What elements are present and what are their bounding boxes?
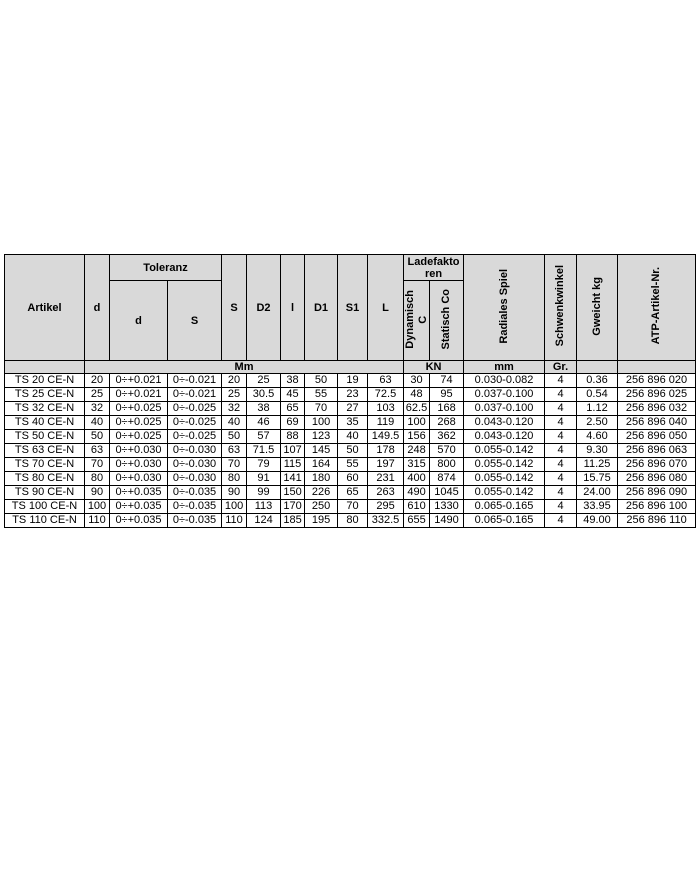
cell-tol-s: 0÷-0.035	[168, 500, 222, 514]
cell-l-small: 65	[281, 402, 305, 416]
table-row	[5, 472, 696, 486]
cell-d: 100	[85, 500, 110, 514]
cell-s: 63	[222, 444, 247, 458]
cell-artikel: TS 90 CE-N	[5, 486, 85, 500]
cell-sta: 1045	[430, 486, 464, 500]
cell-l-small: 141	[281, 472, 305, 486]
header-ladefaktoren-line2: ren	[424, 267, 443, 280]
cell-artikel: TS 25 CE-N	[5, 388, 85, 402]
cell-rad: 0.037-0.100	[464, 388, 545, 402]
table-row	[5, 388, 696, 402]
cell-s1: 65	[338, 486, 368, 500]
cell-l: 231	[368, 472, 404, 486]
cell-kg: 49.00	[577, 514, 618, 528]
cell-atp: 256 896 110	[618, 514, 696, 528]
unit-mm-group: Mm	[85, 361, 404, 374]
cell-d1: 55	[305, 388, 338, 402]
cell-d1: 226	[305, 486, 338, 500]
cell-tol-d: 0÷+0.021	[110, 388, 168, 402]
header-gewicht: Gweicht kg	[577, 255, 618, 361]
cell-d2: 124	[247, 514, 281, 528]
cell-s1: 35	[338, 416, 368, 430]
cell-atp: 256 896 025	[618, 388, 696, 402]
cell-gr: 4	[545, 388, 577, 402]
cell-s: 25	[222, 388, 247, 402]
cell-sta: 95	[430, 388, 464, 402]
cell-kg: 0.36	[577, 374, 618, 388]
header-toleranz: Toleranz	[110, 255, 222, 281]
cell-dyn: 655	[404, 514, 430, 528]
header-ladefaktoren-line1: Ladefakto	[407, 255, 460, 268]
cell-d1: 70	[305, 402, 338, 416]
spec-table	[4, 254, 696, 528]
cell-l: 332.5	[368, 514, 404, 528]
cell-tol-d: 0÷+0.025	[110, 430, 168, 444]
cell-kg: 15.75	[577, 472, 618, 486]
cell-rad: 0.055-0.142	[464, 472, 545, 486]
table-row	[5, 430, 696, 444]
cell-l: 295	[368, 500, 404, 514]
header-dynamisch-line2: C	[417, 315, 430, 323]
cell-s: 32	[222, 402, 247, 416]
cell-atp: 256 896 070	[618, 458, 696, 472]
cell-tol-s: 0÷-0.030	[168, 458, 222, 472]
table-row	[5, 374, 696, 388]
cell-dyn: 315	[404, 458, 430, 472]
cell-dyn: 30	[404, 374, 430, 388]
cell-gr: 4	[545, 430, 577, 444]
cell-artikel: TS 20 CE-N	[5, 374, 85, 388]
cell-tol-d: 0÷+0.025	[110, 416, 168, 430]
cell-d: 32	[85, 402, 110, 416]
cell-d1: 195	[305, 514, 338, 528]
cell-rad: 0.055-0.142	[464, 458, 545, 472]
cell-dyn: 248	[404, 444, 430, 458]
cell-d1: 164	[305, 458, 338, 472]
cell-tol-d: 0÷+0.035	[110, 500, 168, 514]
cell-d2: 113	[247, 500, 281, 514]
cell-l-small: 45	[281, 388, 305, 402]
cell-kg: 24.00	[577, 486, 618, 500]
cell-d2: 71.5	[247, 444, 281, 458]
header-s1: S1	[338, 255, 368, 361]
header-d2: D2	[247, 255, 281, 361]
cell-tol-s: 0÷-0.021	[168, 388, 222, 402]
cell-artikel: TS 40 CE-N	[5, 416, 85, 430]
header-d: d	[85, 255, 110, 361]
cell-s1: 70	[338, 500, 368, 514]
cell-s: 80	[222, 472, 247, 486]
cell-d2: 30.5	[247, 388, 281, 402]
cell-d2: 57	[247, 430, 281, 444]
cell-s1: 80	[338, 514, 368, 528]
cell-s1: 40	[338, 430, 368, 444]
cell-kg: 1.12	[577, 402, 618, 416]
cell-l: 103	[368, 402, 404, 416]
header-d1: D1	[305, 255, 338, 361]
cell-kg: 2.50	[577, 416, 618, 430]
cell-s1: 27	[338, 402, 368, 416]
header-toleranz-d: d	[110, 281, 168, 361]
cell-tol-d: 0÷+0.030	[110, 458, 168, 472]
cell-d: 70	[85, 458, 110, 472]
cell-d: 90	[85, 486, 110, 500]
cell-sta: 74	[430, 374, 464, 388]
cell-atp: 256 896 040	[618, 416, 696, 430]
header-l-small: l	[281, 255, 305, 361]
cell-d2: 25	[247, 374, 281, 388]
cell-d1: 123	[305, 430, 338, 444]
unit-kn: KN	[404, 361, 464, 374]
table-row	[5, 402, 696, 416]
cell-dyn: 62.5	[404, 402, 430, 416]
cell-tol-s: 0÷-0.030	[168, 444, 222, 458]
cell-tol-s: 0÷-0.035	[168, 486, 222, 500]
cell-d: 50	[85, 430, 110, 444]
cell-atp: 256 896 032	[618, 402, 696, 416]
cell-l: 197	[368, 458, 404, 472]
cell-d2: 38	[247, 402, 281, 416]
cell-s: 40	[222, 416, 247, 430]
cell-atp: 256 896 100	[618, 500, 696, 514]
cell-l: 72.5	[368, 388, 404, 402]
cell-gr: 4	[545, 458, 577, 472]
cell-l-small: 107	[281, 444, 305, 458]
cell-l: 119	[368, 416, 404, 430]
cell-s: 20	[222, 374, 247, 388]
cell-artikel: TS 50 CE-N	[5, 430, 85, 444]
cell-sta: 362	[430, 430, 464, 444]
cell-rad: 0.030-0.082	[464, 374, 545, 388]
cell-l-small: 185	[281, 514, 305, 528]
unit-empty-3	[618, 361, 696, 374]
cell-gr: 4	[545, 416, 577, 430]
cell-d: 20	[85, 374, 110, 388]
cell-atp: 256 896 090	[618, 486, 696, 500]
cell-s: 110	[222, 514, 247, 528]
cell-kg: 4.60	[577, 430, 618, 444]
cell-gr: 4	[545, 444, 577, 458]
table-row	[5, 458, 696, 472]
cell-l-small: 69	[281, 416, 305, 430]
cell-atp: 256 896 063	[618, 444, 696, 458]
cell-gr: 4	[545, 486, 577, 500]
table-row	[5, 486, 696, 500]
cell-tol-d: 0÷+0.030	[110, 472, 168, 486]
cell-d2: 91	[247, 472, 281, 486]
cell-artikel: TS 100 CE-N	[5, 500, 85, 514]
cell-d1: 250	[305, 500, 338, 514]
header-dynamisch-line1: Dynamisch	[404, 289, 417, 349]
header-artikel: Artikel	[5, 255, 85, 361]
cell-tol-s: 0÷-0.035	[168, 514, 222, 528]
unit-gr: Gr.	[545, 361, 577, 374]
cell-artikel: TS 63 CE-N	[5, 444, 85, 458]
unit-mm: mm	[464, 361, 545, 374]
cell-dyn: 156	[404, 430, 430, 444]
header-dynamisch	[404, 281, 430, 361]
cell-tol-s: 0÷-0.021	[168, 374, 222, 388]
cell-gr: 4	[545, 472, 577, 486]
cell-s1: 23	[338, 388, 368, 402]
cell-rad: 0.055-0.142	[464, 444, 545, 458]
table-row	[5, 514, 696, 528]
header-radiales-spiel: Radiales Spiel	[464, 255, 545, 361]
cell-artikel: TS 32 CE-N	[5, 402, 85, 416]
cell-gr: 4	[545, 374, 577, 388]
cell-tol-s: 0÷-0.030	[168, 472, 222, 486]
cell-gr: 4	[545, 514, 577, 528]
cell-d1: 180	[305, 472, 338, 486]
cell-l-small: 88	[281, 430, 305, 444]
cell-s: 90	[222, 486, 247, 500]
cell-tol-s: 0÷-0.025	[168, 430, 222, 444]
cell-dyn: 610	[404, 500, 430, 514]
header-l: L	[368, 255, 404, 361]
cell-tol-d: 0÷+0.035	[110, 486, 168, 500]
cell-d: 80	[85, 472, 110, 486]
cell-d: 40	[85, 416, 110, 430]
cell-kg: 11.25	[577, 458, 618, 472]
cell-d: 63	[85, 444, 110, 458]
table-row	[5, 444, 696, 458]
cell-d2: 79	[247, 458, 281, 472]
cell-kg: 9.30	[577, 444, 618, 458]
cell-s1: 19	[338, 374, 368, 388]
header-toleranz-s: S	[168, 281, 222, 361]
cell-l-small: 115	[281, 458, 305, 472]
cell-l-small: 170	[281, 500, 305, 514]
cell-d1: 145	[305, 444, 338, 458]
cell-sta: 168	[430, 402, 464, 416]
cell-dyn: 490	[404, 486, 430, 500]
cell-artikel: TS 70 CE-N	[5, 458, 85, 472]
cell-rad: 0.043-0.120	[464, 430, 545, 444]
cell-atp: 256 896 080	[618, 472, 696, 486]
cell-sta: 570	[430, 444, 464, 458]
header-schwenkwinkel: Schwenkwinkel	[545, 255, 577, 361]
cell-d2: 46	[247, 416, 281, 430]
cell-dyn: 100	[404, 416, 430, 430]
cell-rad: 0.055-0.142	[464, 486, 545, 500]
cell-l: 149.5	[368, 430, 404, 444]
cell-d1: 50	[305, 374, 338, 388]
table-row	[5, 500, 696, 514]
header-ladefaktoren	[404, 255, 464, 281]
cell-s: 100	[222, 500, 247, 514]
cell-gr: 4	[545, 500, 577, 514]
cell-d: 110	[85, 514, 110, 528]
cell-sta: 800	[430, 458, 464, 472]
cell-l-small: 38	[281, 374, 305, 388]
cell-l: 178	[368, 444, 404, 458]
cell-l: 263	[368, 486, 404, 500]
cell-rad: 0.065-0.165	[464, 500, 545, 514]
cell-atp: 256 896 050	[618, 430, 696, 444]
cell-kg: 0.54	[577, 388, 618, 402]
header-s: S	[222, 255, 247, 361]
cell-atp: 256 896 020	[618, 374, 696, 388]
cell-artikel: TS 80 CE-N	[5, 472, 85, 486]
cell-rad: 0.065-0.165	[464, 514, 545, 528]
cell-d2: 99	[247, 486, 281, 500]
cell-tol-d: 0÷+0.025	[110, 402, 168, 416]
cell-d1: 100	[305, 416, 338, 430]
cell-s: 70	[222, 458, 247, 472]
cell-d: 25	[85, 388, 110, 402]
unit-empty-1	[5, 361, 85, 374]
table-row	[5, 416, 696, 430]
cell-sta: 1490	[430, 514, 464, 528]
cell-sta: 874	[430, 472, 464, 486]
cell-kg: 33.95	[577, 500, 618, 514]
cell-tol-d: 0÷+0.035	[110, 514, 168, 528]
header-statisch: Statisch Co	[430, 281, 464, 361]
cell-s1: 50	[338, 444, 368, 458]
cell-tol-d: 0÷+0.021	[110, 374, 168, 388]
cell-rad: 0.043-0.120	[464, 416, 545, 430]
cell-s1: 60	[338, 472, 368, 486]
cell-sta: 268	[430, 416, 464, 430]
cell-tol-s: 0÷-0.025	[168, 416, 222, 430]
cell-s1: 55	[338, 458, 368, 472]
cell-l: 63	[368, 374, 404, 388]
cell-l-small: 150	[281, 486, 305, 500]
cell-tol-d: 0÷+0.030	[110, 444, 168, 458]
table-body	[5, 374, 696, 528]
cell-artikel: TS 110 CE-N	[5, 514, 85, 528]
cell-dyn: 48	[404, 388, 430, 402]
unit-empty-2	[577, 361, 618, 374]
cell-dyn: 400	[404, 472, 430, 486]
cell-s: 50	[222, 430, 247, 444]
cell-rad: 0.037-0.100	[464, 402, 545, 416]
cell-gr: 4	[545, 402, 577, 416]
header-atp-artikel-nr: ATP-Artikel-Nr.	[618, 255, 696, 361]
cell-tol-s: 0÷-0.025	[168, 402, 222, 416]
cell-sta: 1330	[430, 500, 464, 514]
